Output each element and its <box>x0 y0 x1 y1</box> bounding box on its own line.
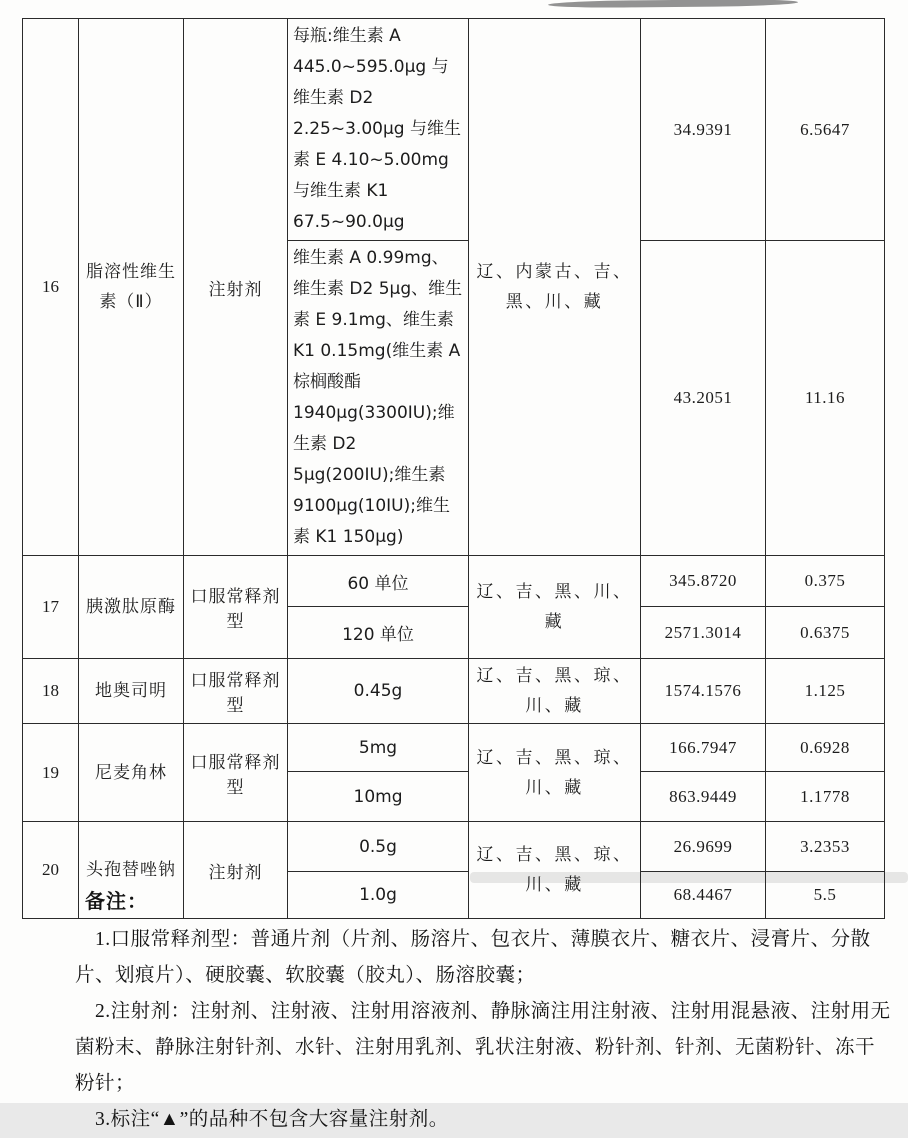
cell-value-1: 2571.3014 <box>641 607 766 659</box>
cell-spec: 0.45g <box>288 659 469 724</box>
table-row <box>23 19 885 241</box>
cell-value-2: 1.1778 <box>766 772 885 822</box>
cell-regions: 辽、内蒙古、吉、黑、川、藏 <box>469 19 641 556</box>
cell-row-number: 17 <box>23 556 79 659</box>
cell-spec: 0.5g <box>288 822 469 872</box>
cell-spec: 10mg <box>288 772 469 822</box>
note-item-3: 3.标注“▲”的品种不包含大容量注射剂。 <box>95 1109 449 1130</box>
cell-dosage-form: 口服常释剂型 <box>184 659 288 724</box>
table-row <box>23 822 885 872</box>
cell-value-1: 166.7947 <box>641 724 766 772</box>
cell-value-1: 345.8720 <box>641 556 766 607</box>
cell-spec: 5mg <box>288 724 469 772</box>
cell-dosage-form: 口服常释剂型 <box>184 724 288 822</box>
cell-value-2: 0.6375 <box>766 607 885 659</box>
cell-drug-name: 地奥司明 <box>79 659 184 724</box>
cell-row-number: 20 <box>23 822 79 919</box>
note-item-1: 1.口服常释剂型：普通片剂（片剂、肠溶片、包衣片、薄膜衣片、糖衣片、浸膏片、分散片、划痕片）、硬胶囊、软胶囊（胶丸）、肠溶胶囊； <box>75 929 871 986</box>
cell-value-2: 5.5 <box>766 872 885 919</box>
cell-drug-name: 尼麦角林 <box>79 724 184 822</box>
cell-dosage-form: 注射剂 <box>184 19 288 556</box>
cell-dosage-form: 口服常释剂型 <box>184 556 288 659</box>
cell-spec: 每瓶:维生素 A 445.0~595.0μg 与维生素 D2 2.25~3.00μg 与维生素 E 4.10~5.00mg 与维生素 K1 67.5~90.0μg <box>288 19 469 241</box>
cell-value-1: 34.9391 <box>641 19 766 241</box>
cell-row-number: 19 <box>23 724 79 822</box>
cell-value-1: 26.9699 <box>641 822 766 872</box>
cell-value-2: 0.6928 <box>766 724 885 772</box>
table-row <box>23 724 885 772</box>
table-row <box>23 659 885 724</box>
notes-section <box>75 884 893 1138</box>
cell-value-2: 6.5647 <box>766 19 885 241</box>
cell-value-2: 3.2353 <box>766 822 885 872</box>
cell-regions: 辽、吉、黑、琼、川、藏 <box>469 659 641 724</box>
cell-value-1: 1574.1576 <box>641 659 766 724</box>
cell-row-number: 16 <box>23 19 79 556</box>
notes-title: 备注： <box>85 891 148 913</box>
cell-value-2: 0.375 <box>766 556 885 607</box>
cell-drug-name: 脂溶性维生素（Ⅱ） <box>79 19 184 556</box>
cell-regions: 辽、吉、黑、琼、川、藏 <box>469 724 641 822</box>
scan-artifact-top <box>548 0 798 8</box>
cell-value-2: 11.16 <box>766 241 885 556</box>
cell-dosage-form: 注射剂 <box>184 822 288 919</box>
cell-spec: 1.0g <box>288 872 469 919</box>
cell-drug-name: 胰激肽原酶 <box>79 556 184 659</box>
cell-regions: 辽、吉、黑、川、藏 <box>469 556 641 659</box>
drug-price-table <box>22 18 885 919</box>
note-item-2: 2.注射剂：注射剂、注射液、注射用溶液剂、静脉滴注用注射液、注射用混悬液、注射用无菌粉末、静脉注射针剂、水针、注射用乳剂、乳状注射液、粉针剂、针剂、无菌粉针、冻干粉针； <box>75 1001 891 1094</box>
cell-value-1: 68.4467 <box>641 872 766 919</box>
cell-row-number: 18 <box>23 659 79 724</box>
cell-value-1: 43.2051 <box>641 241 766 556</box>
cell-value-1: 863.9449 <box>641 772 766 822</box>
cell-drug-name: 头孢替唑钠 <box>79 822 184 919</box>
table-row <box>23 556 885 607</box>
cell-value-2: 1.125 <box>766 659 885 724</box>
cell-spec: 维生素 A 0.99mg、维生素 D2 5μg、维生素 E 9.1mg、维生素 K1 0.15mg(维生素 A 棕榈酸酯 1940μg(3300IU);维生素 D2 5μg(200IU);维生素 9100μg(10IU);维生素 K1 150μg) <box>288 241 469 556</box>
cell-spec: 60 单位 <box>288 556 469 607</box>
cell-spec: 120 单位 <box>288 607 469 659</box>
cell-regions: 辽、吉、黑、琼、川、藏 <box>469 822 641 919</box>
